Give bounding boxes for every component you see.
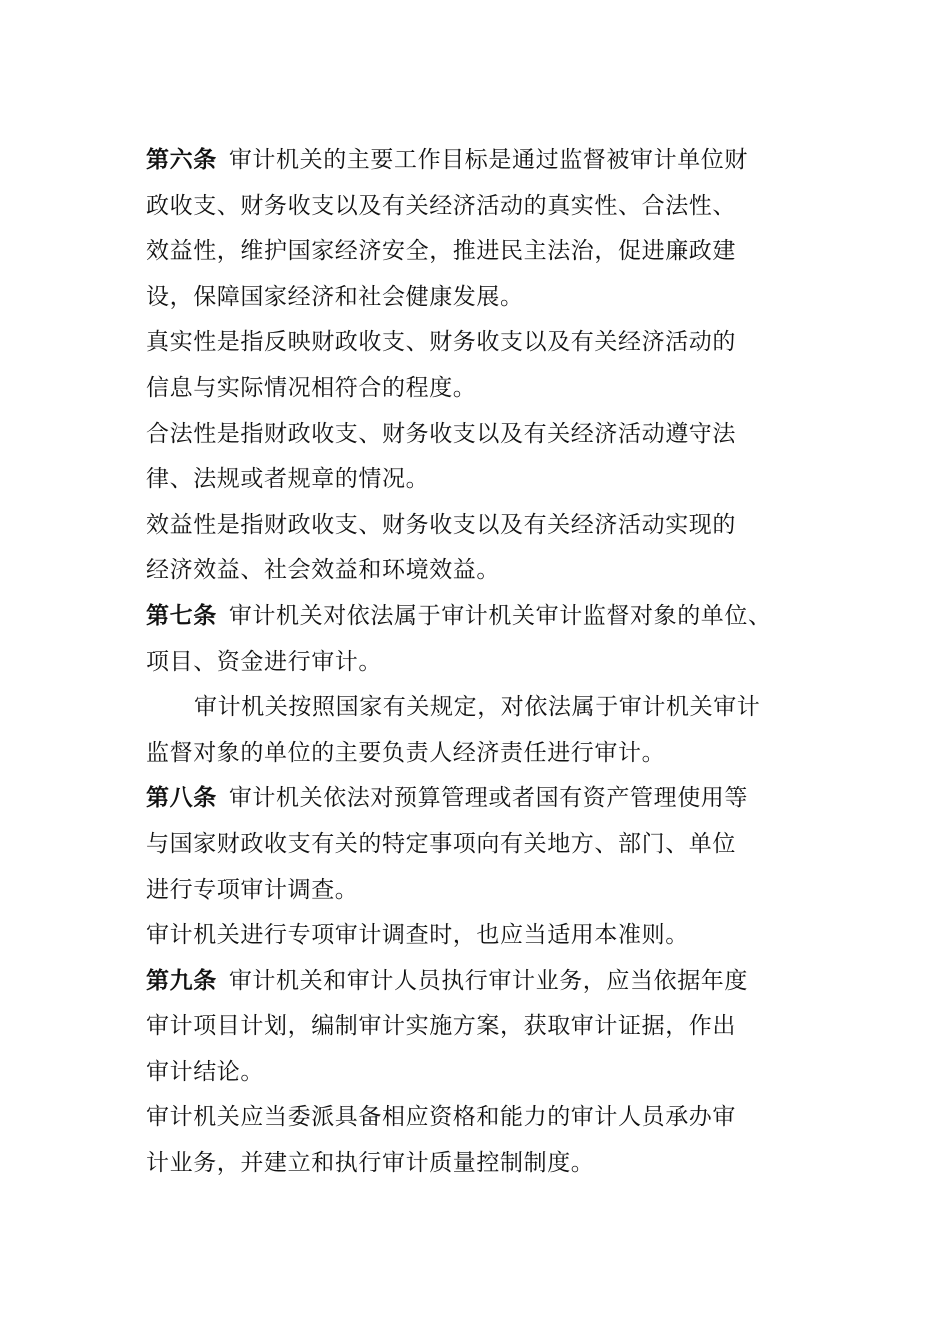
- article-8-line-2: 与国家财政收支有关的特定事项向有关地方、部门、单位: [146, 830, 736, 857]
- effectiveness-line-2: 经济效益、社会效益和环境效益。: [146, 557, 500, 584]
- article-6-line-1: [146, 138, 826, 184]
- article-8-label: 第八条: [146, 785, 217, 812]
- article-8-line-3: 进行专项审计调查。: [146, 876, 359, 903]
- article-9-label: 第九条: [146, 967, 217, 994]
- article-7-para2-line-1: 审计机关按照国家有关规定，对依法属于审计机关审计: [194, 694, 761, 721]
- article-9-para2-line-2: 计业务，并建立和执行审计质量控制制度。: [146, 1150, 595, 1177]
- article-6-text-1: 审计机关的主要工作目标是通过监督被审计单位财: [228, 147, 749, 173]
- truthfulness-line-2: 信息与实际情况相符合的程度。: [146, 374, 477, 401]
- truthfulness-line-1: 真实性是指反映财政收支、财务收支以及有关经济活动的: [146, 329, 736, 356]
- article-9-line-1: [146, 959, 826, 1005]
- article-8-text-1: 审计机关依法对预算管理或者国有资产管理使用等: [228, 785, 749, 812]
- article-7-label: 第七条: [146, 602, 217, 629]
- legality-line-2: 律、法规或者规章的情况。: [146, 466, 430, 493]
- article-9-text-1: 审计机关和审计人员执行审计业务，应当依据年度: [228, 967, 749, 994]
- article-7-line-2: 项目、资金进行审计。: [146, 648, 382, 675]
- article-9-para2-line-1: 审计机关应当委派具备相应资格和能力的审计人员承办审: [146, 1104, 736, 1131]
- article-6-line-2: 政收支、财务收支以及有关经济活动的真实性、合法性、: [146, 192, 736, 219]
- article-8-line-1: [146, 776, 826, 822]
- article-9-line-2: 审计项目计划，编制审计实施方案，获取审计证据，作出: [146, 1013, 736, 1040]
- article-7-line-1: [146, 594, 826, 640]
- article-9-line-3: 审计结论。: [146, 1058, 264, 1085]
- effectiveness-line-1: 效益性是指财政收支、财务收支以及有关经济活动实现的: [146, 511, 736, 538]
- article-7-para2-line-2: 监督对象的单位的主要负责人经济责任进行审计。: [146, 739, 666, 766]
- article-8-para2-line-1: 审计机关进行专项审计调查时，也应当适用本准则。: [146, 922, 689, 949]
- document-body: [146, 138, 826, 1187]
- article-6-label: 第六条: [146, 147, 217, 173]
- legality-line-1: 合法性是指财政收支、财务收支以及有关经济活动遵守法: [146, 420, 736, 447]
- article-6-line-4: 设，保障国家经济和社会健康发展。: [146, 283, 524, 310]
- article-7-text-1: 审计机关对依法属于审计机关审计监督对象的单位、: [228, 602, 772, 629]
- article-6-line-3: 效益性，维护国家经济安全，推进民主法治，促进廉政建: [146, 238, 736, 265]
